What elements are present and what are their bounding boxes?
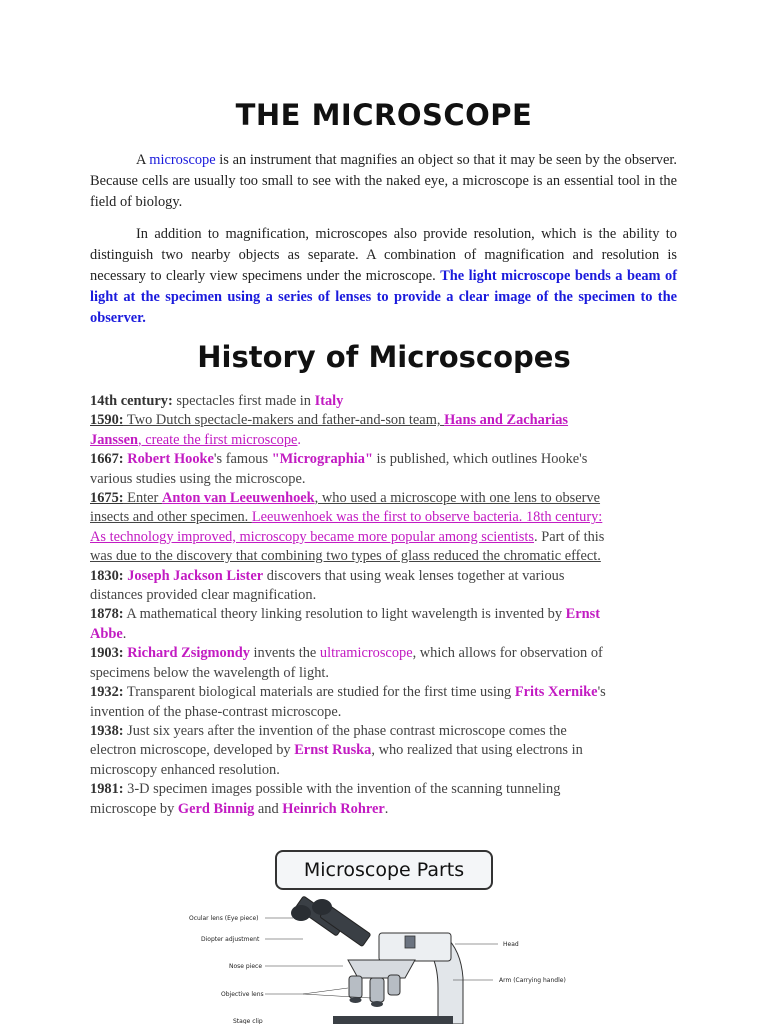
text-span: discovers that using weak lenses together at various xyxy=(263,567,565,584)
keyword: Ernst xyxy=(565,606,601,623)
history-line xyxy=(90,586,690,605)
text-span: A mathematical theory linking resolution to light wavelength is invented by xyxy=(123,606,566,623)
label-objective-lens: Objective lens xyxy=(221,991,264,998)
history-line xyxy=(90,411,690,430)
text-span: was due to the discovery that combining two types of glass reduced the chromatic effect. xyxy=(90,548,601,565)
microscope-parts-figure xyxy=(183,838,585,1024)
year-label: 1932: xyxy=(90,684,124,701)
history-line xyxy=(90,605,690,624)
highlight-sentence: The light microscope bends a beam of light at the specimen using a series of lenses to provide a clear image of the specimen to the observer. xyxy=(90,268,677,326)
history-line xyxy=(90,567,690,586)
year-label: 1675: xyxy=(90,490,124,507)
label-stage-clip: Stage clip xyxy=(233,1018,263,1024)
text-span: specimens below the wavelength of light. xyxy=(90,664,329,681)
history-line xyxy=(90,470,690,489)
keyword: Ernst Ruska xyxy=(294,742,372,759)
text-span: Two Dutch spectacle-makers and father-and-son team, xyxy=(123,412,445,429)
text-span: and xyxy=(254,800,283,817)
keyword: Italy xyxy=(314,393,344,409)
text-span: distances provided clear magnification. xyxy=(90,587,317,604)
keyword: Anton van Leeuwenhoek xyxy=(161,490,315,507)
history-line: Abbe. xyxy=(90,625,127,642)
label-nose-piece: Nose piece xyxy=(229,963,263,970)
year-label: 1938: xyxy=(90,722,124,739)
history-heading: History of Microscopes xyxy=(197,340,571,374)
history-line xyxy=(90,644,690,663)
label-arm: Arm (Carrying handle) xyxy=(499,977,566,984)
keyword: "Micrographia" xyxy=(271,451,373,468)
keyword: ultramicroscope xyxy=(319,645,413,662)
keyword: Abbe xyxy=(90,625,123,642)
text-span: invents the xyxy=(249,645,320,662)
keyword: Heinrich Rohrer xyxy=(282,800,385,817)
history-line: microscope by Gerd Binnig and Heinrich Rohrer. xyxy=(90,800,389,817)
text-span: A xyxy=(136,152,150,168)
text-span: Leeuwenhoek was the first to observe bacteria. 18th century: xyxy=(251,509,603,526)
text-span: Just six years after the invention of the phase contrast microscope comes the xyxy=(123,722,567,739)
text-span: . Part of this xyxy=(534,528,605,545)
text-span: 's famous xyxy=(213,451,272,468)
text-span: , create the first microscope xyxy=(138,431,298,448)
text-span: Enter xyxy=(123,490,162,507)
text-span: As technology improved, microscopy became more popular among scientists xyxy=(90,528,535,545)
text-span: , which allows for observation of xyxy=(412,645,603,662)
label-ocular-lens: Ocular lens (Eye piece) xyxy=(189,915,259,922)
keyword: Joseph Jackson Lister xyxy=(127,567,264,584)
history-line xyxy=(90,722,690,741)
text-span: Transparent biological materials are studied for the first time using xyxy=(123,684,515,701)
keyword: Robert Hooke xyxy=(127,451,214,468)
year-label: 1590: xyxy=(90,412,124,429)
history-line: 1932: Transparent biological materials are studied for the first time using Frits Xernike's xyxy=(90,684,606,701)
history-line xyxy=(90,547,690,566)
year-label: 14th century: xyxy=(90,393,173,409)
year-label: 1830: xyxy=(90,567,124,584)
text-span: spectacles first made in xyxy=(172,393,315,409)
figure-title: Microscope Parts xyxy=(275,850,493,890)
year-label: 1878: xyxy=(90,606,124,623)
history-line xyxy=(90,528,690,547)
year-label: 1981: xyxy=(90,781,124,798)
history-line: Janssen, create the first microscope. xyxy=(90,431,302,448)
text-span: is an instrument that magnifies an object so that it may be seen by the observer. Because cells are usually too small to see with the naked eye, a microscope is an essential tool in the field of biology. xyxy=(90,152,677,210)
text-span: microscopy enhanced resolution. xyxy=(90,761,280,778)
text-span: electron microscope, developed by xyxy=(90,742,295,759)
label-head: Head xyxy=(503,941,519,948)
history-line xyxy=(90,392,690,411)
history-list xyxy=(90,392,690,819)
keyword: Janssen xyxy=(90,431,138,448)
history-line xyxy=(90,741,690,760)
history-line xyxy=(90,761,690,780)
text-span: is published, which outlines Hooke's xyxy=(372,451,588,468)
year-label: 1903: xyxy=(90,645,124,662)
text-span: microscope by xyxy=(90,800,178,817)
text-span: invention of the phase-contrast microscope. xyxy=(90,703,342,720)
label-diopter-adjustment: Diopter adjustment xyxy=(201,936,260,943)
intro-paragraph-1 xyxy=(90,150,677,213)
page-title: THE MICROSCOPE xyxy=(235,98,533,132)
history-line xyxy=(90,450,690,469)
history-line xyxy=(90,664,690,683)
text-span: various studies using the microscope. xyxy=(90,470,306,487)
year-label: 1667: xyxy=(90,451,124,468)
history-line xyxy=(90,703,690,722)
text-span: 3-D specimen images possible with the invention of the scanning tunneling xyxy=(123,781,561,798)
keyword: Frits Xernike xyxy=(514,684,598,701)
keyword: Gerd Binnig xyxy=(177,800,255,817)
text-span: , who used a microscope with one lens to observe xyxy=(314,490,601,507)
history-line xyxy=(90,489,690,508)
history-line xyxy=(90,780,690,799)
text-span: insects and other specimen. xyxy=(90,509,252,526)
history-line xyxy=(90,508,690,527)
keyword: Hans and Zacharias xyxy=(444,412,569,429)
text-span: In addition to magnification, microscopes also provide resolution, which is the ability to distinguish two nearby objects as separate. A combination of magnification and resolution is necessary to clearly view specimens under the microscope. xyxy=(90,226,677,284)
keyword: Richard Zsigmondy xyxy=(127,645,250,662)
keyword-microscope: microscope xyxy=(149,152,216,168)
intro-paragraph-2 xyxy=(90,224,677,329)
text-span: , who realized that using electrons in xyxy=(371,742,583,759)
